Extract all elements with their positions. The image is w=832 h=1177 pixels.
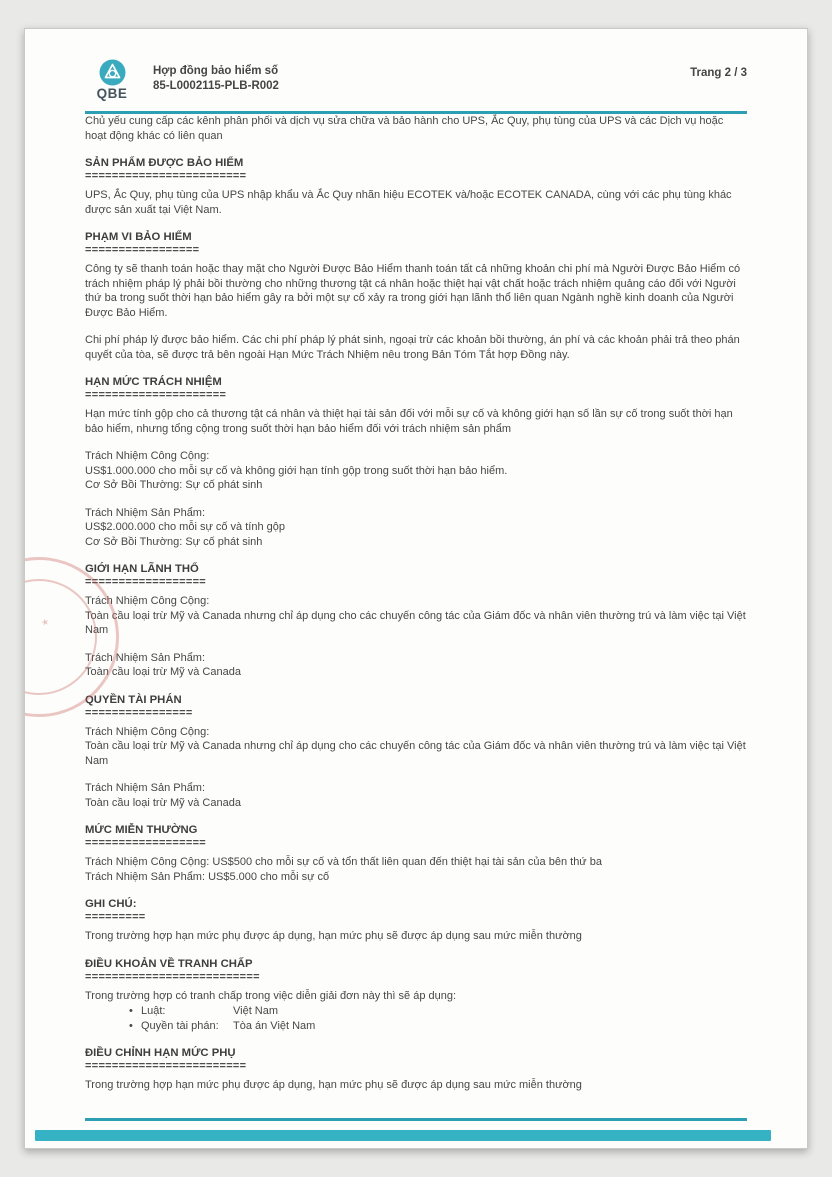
qbe-logo-text: QBE: [96, 86, 128, 101]
bullet-value: Việt Nam: [233, 1005, 279, 1017]
text-block: [85, 781, 747, 810]
document-title: [153, 59, 279, 94]
document-section: [85, 693, 747, 811]
text-line: Trách Nhiệm Công Cộng: US$500 cho mỗi sự cố và tổn thất liên quan đến thiệt hại tài sản của bên thứ ba: [85, 856, 602, 868]
text-block: [85, 651, 747, 680]
section-underline: ================: [85, 706, 193, 719]
document-section: [85, 823, 747, 884]
document-section: [85, 897, 747, 944]
page-indicator: Trang 2 / 3: [690, 67, 747, 79]
section-heading: SẢN PHẨM ĐƯỢC BẢO HIỂM: [85, 157, 244, 169]
sections: [85, 156, 747, 1093]
text-line: Toàn cầu loại trừ Mỹ và Canada nhưng chỉ áp dụng cho các chuyến công tác của Giám đốc và nhân viên thường trú và làm việc tại Việt Nam: [85, 740, 746, 767]
paragraph: Chi phí pháp lý được bảo hiểm. Các chi phí pháp lý phát sinh, ngoại trừ các khoản bồi thường, án phí và các khoản phải trả theo phán quyết của tòa, sẽ được trả bên ngoài Hạn Mức Trách Nhiệm nêu trong Bản Tóm Tắt hợp Đồng này.: [85, 334, 740, 361]
bottom-rule: [85, 1118, 747, 1121]
section-heading: ĐIỀU CHỈNH HẠN MỨC PHỤ: [85, 1047, 236, 1059]
text-line: Toàn cầu loại trừ Mỹ và Canada: [85, 666, 241, 678]
document-section: [85, 156, 747, 217]
section-heading: PHẠM VI BẢO HIỂM: [85, 231, 192, 243]
bullet-value: Tòa án Việt Nam: [233, 1019, 316, 1032]
section-underline: =========: [85, 911, 146, 923]
bullet-item: [129, 1019, 747, 1034]
text-line: Trách Nhiệm Sản Phẩm:: [85, 651, 206, 664]
section-underline: ==========================: [85, 970, 260, 983]
section-heading: GIỚI HẠN LÃNH THỔ: [85, 563, 199, 575]
intro-paragraph: Chủ yếu cung cấp các kênh phân phối và dịch vụ sửa chữa và bảo hành cho UPS, Ắc Quy, phụ tùng của UPS và các Dịch vụ hoặc hoạt động khác có liên quan: [85, 115, 724, 142]
text-line: Trách Nhiệm Sản Phẩm:: [85, 506, 206, 519]
bullet-label: Luật:: [141, 1005, 166, 1017]
text-line: Toàn cầu loại trừ Mỹ và Canada nhưng chỉ áp dụng cho các chuyến công tác của Giám đốc và nhân viên thường trú và làm việc tại Việt Nam: [85, 609, 746, 636]
section-underline: =================: [85, 244, 200, 256]
section-underline: ==================: [85, 837, 207, 849]
section-underline: ========================: [85, 1060, 247, 1072]
text-line: Trách Nhiệm Sản Phẩm:: [85, 782, 206, 794]
document-page: [24, 28, 808, 1149]
text-block: [85, 449, 747, 493]
text-line: US$1.000.000 cho mỗi sự cố và không giới hạn tính gộp trong suốt thời hạn bảo hiểm.: [85, 464, 508, 477]
page-header: [85, 59, 747, 100]
document-section: [85, 1046, 747, 1093]
qbe-logo: [85, 59, 139, 100]
document-number: 85-L0002115-PLB-R002: [153, 80, 279, 92]
paragraph: Hạn mức tính gộp cho cả thương tật cá nhân và thiệt hại tài sản đối với mỗi sự cố và không giới hạn số lần sự cố trong suốt thời hạn bảo hiểm, nhưng tổng cộng trong suốt thời hạn bảo hiểm đối với trách nhiệm sản phẩm: [85, 408, 733, 435]
paragraph: UPS, Ắc Quy, phụ tùng của UPS nhập khẩu và Ắc Quy nhãn hiệu ECOTEK và/hoặc ECOTEK CANADA, cùng với các phụ tùng khác được sản xuất tại Việt Nam.: [85, 189, 732, 216]
section-heading: MỨC MIỄN THƯỜNG: [85, 824, 198, 836]
text-line: Cơ Sở Bồi Thường: Sự cố phát sinh: [85, 479, 263, 491]
section-underline: ==================: [85, 576, 207, 588]
document-section: [85, 375, 747, 549]
section-underline: =====================: [85, 389, 227, 401]
text-line: Trách Nhiệm Công Cộng:: [85, 595, 210, 607]
text-line: US$2.000.000 cho mỗi sự cố và tính gộp: [85, 521, 285, 533]
text-line: Cơ Sở Bồi Thường: Sự cố phát sinh: [85, 535, 263, 548]
text-line: Trách Nhiệm Công Cộng:: [85, 450, 210, 462]
qbe-logo-icon: [99, 59, 126, 86]
document-title-line1: Hợp đồng bảo hiểm số: [153, 65, 279, 77]
section-heading: QUYỀN TÀI PHÁN: [85, 693, 182, 706]
text-line: Trách Nhiệm Công Cộng:: [85, 725, 210, 738]
bullet-list: [85, 1004, 747, 1033]
bullet-label: Quyền tài phán:: [141, 1019, 219, 1032]
stamp-text: ★: [39, 616, 52, 628]
text-block: [85, 506, 747, 550]
document-section: [85, 230, 747, 362]
section-heading: HẠN MỨC TRÁCH NHIỆM: [85, 376, 222, 388]
section-heading: GHI CHÚ:: [85, 898, 137, 910]
document-content: [85, 114, 747, 1121]
paragraph: Trong trường hợp hạn mức phụ được áp dụng, hạn mức phụ sẽ được áp dụng sau mức miễn thường: [85, 930, 582, 942]
paragraph: Công ty sẽ thanh toán hoặc thay mặt cho Người Được Bảo Hiểm thanh toán tất cả những khoản chi phí mà Người Được Bảo Hiểm có trách nhiệm pháp lý phải bồi thường cho những thương tật cá nhân hoặc thiệt hại vật chất hoặc trách nhiệm quảng cáo đối với Người thứ ba trong suốt thời hạn bảo hiểm gây ra bởi một sự cố xảy ra trong giới hạn lãnh thổ liên quan Ngành nghề kinh doanh của Người Được Bảo Hiểm.: [85, 263, 741, 319]
paragraph: Trong trường hợp hạn mức phụ được áp dụng, hạn mức phụ sẽ được áp dụng sau mức miễn thường: [85, 1079, 582, 1091]
document-section: [85, 562, 747, 680]
bullet-item: [129, 1004, 747, 1019]
section-underline: ========================: [85, 170, 247, 182]
document-section: [85, 957, 747, 1034]
text-block: [85, 725, 747, 769]
section-heading: ĐIỀU KHOẢN VỀ TRANH CHẤP: [85, 957, 253, 970]
text-line: Trách Nhiệm Sản Phẩm: US$5.000 cho mỗi sự cố: [85, 870, 330, 883]
paragraph: Trong trường hợp có tranh chấp trong việc diễn giải đơn này thì sẽ áp dụng:: [85, 989, 457, 1002]
footer-teal-bar: [35, 1130, 771, 1141]
text-line: Toàn cầu loại trừ Mỹ và Canada: [85, 796, 241, 809]
text-block: [85, 855, 747, 884]
text-block: [85, 594, 747, 638]
